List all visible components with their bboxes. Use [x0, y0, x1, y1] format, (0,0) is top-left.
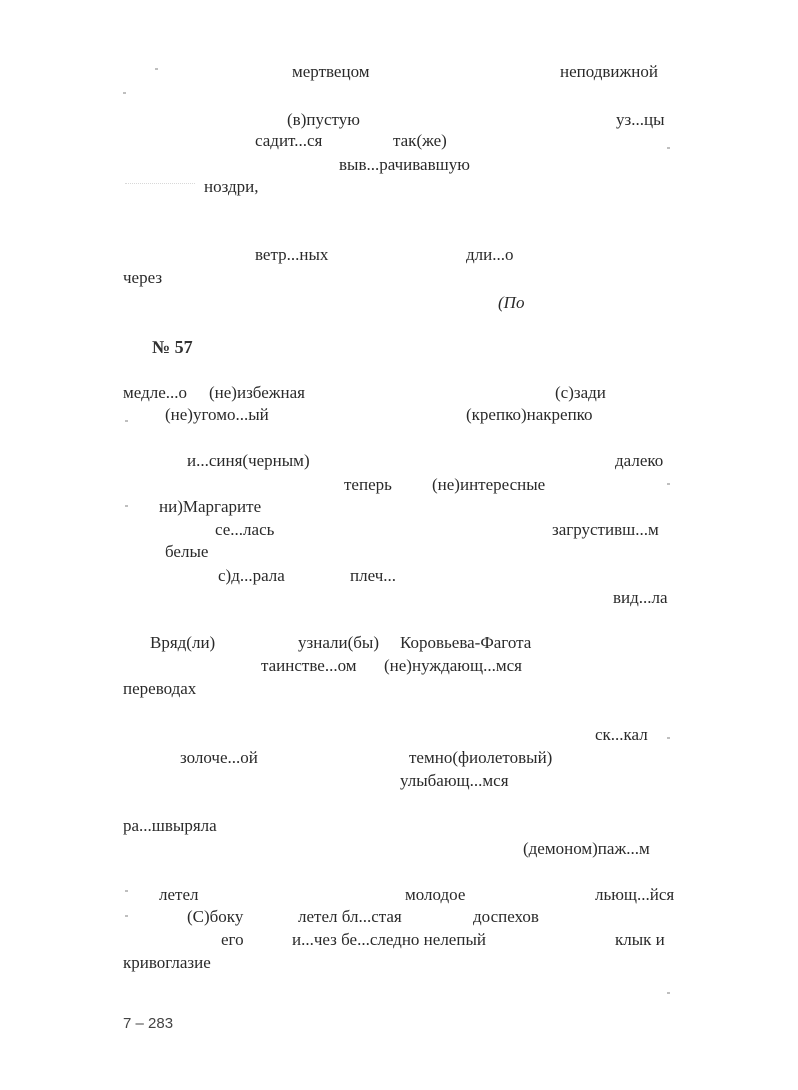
word: теперь: [344, 475, 392, 494]
word: (демоном)паж...м: [523, 839, 650, 858]
word: и...синя(черным): [187, 451, 310, 470]
word: (не)нуждающ...мся: [384, 656, 522, 675]
word: и...чез бе...следно нелепый: [292, 930, 486, 949]
word: летел: [159, 885, 199, 904]
word: льющ...йся: [595, 885, 675, 904]
word: (не)избежная: [209, 383, 305, 402]
word: с)д...рала: [218, 566, 285, 585]
word: летел бл...стая: [298, 907, 402, 926]
word: плеч...: [350, 566, 397, 585]
word: переводах: [123, 679, 197, 698]
word: (По: [498, 293, 525, 312]
word: ра...швыряла: [123, 816, 217, 835]
word: Вряд(ли): [150, 633, 216, 652]
word: молодое: [405, 885, 466, 904]
word: (с)зади: [555, 383, 606, 402]
word: узнали(бы): [298, 633, 379, 652]
word: ни)Маргарите: [159, 497, 262, 516]
word: ноздри,: [204, 177, 259, 196]
word: (С)боку: [187, 907, 244, 926]
word: ветр...ных: [255, 245, 329, 264]
word: уз...цы: [616, 110, 665, 129]
word: вид...ла: [613, 588, 668, 607]
word: (крепко)накрепко: [466, 405, 593, 424]
word: улыбающ...мся: [400, 771, 509, 790]
word: далеко: [615, 451, 664, 470]
word: (не)интересные: [432, 475, 546, 494]
word: (не)угомо...ый: [165, 405, 269, 424]
word: доспехов: [473, 907, 539, 926]
word: Коровьева-Фагота: [400, 633, 532, 652]
word: загрустивш...м: [552, 520, 659, 539]
word: неподвижной: [560, 62, 658, 81]
word: садит...ся: [255, 131, 323, 150]
word: золоче...ой: [180, 748, 258, 767]
word: се...лась: [215, 520, 275, 539]
exercise-heading: № 57: [152, 337, 193, 357]
word: (в)пустую: [287, 110, 360, 129]
word: выв...рачивавшую: [339, 155, 470, 174]
word: мертвецом: [292, 62, 370, 81]
word: ск...кал: [595, 725, 648, 744]
word: кривоглазие: [123, 953, 211, 972]
word: таинстве...ом: [261, 656, 357, 675]
word: так(же): [393, 131, 447, 150]
word: дли...о: [466, 245, 514, 264]
word: белые: [165, 542, 209, 561]
word: темно(фиолетовый): [409, 748, 553, 767]
word: клык и: [615, 930, 665, 949]
page-number: 7 – 283: [123, 1015, 174, 1032]
word: медле...о: [123, 383, 188, 402]
word: через: [123, 268, 163, 287]
word: его: [221, 930, 244, 949]
